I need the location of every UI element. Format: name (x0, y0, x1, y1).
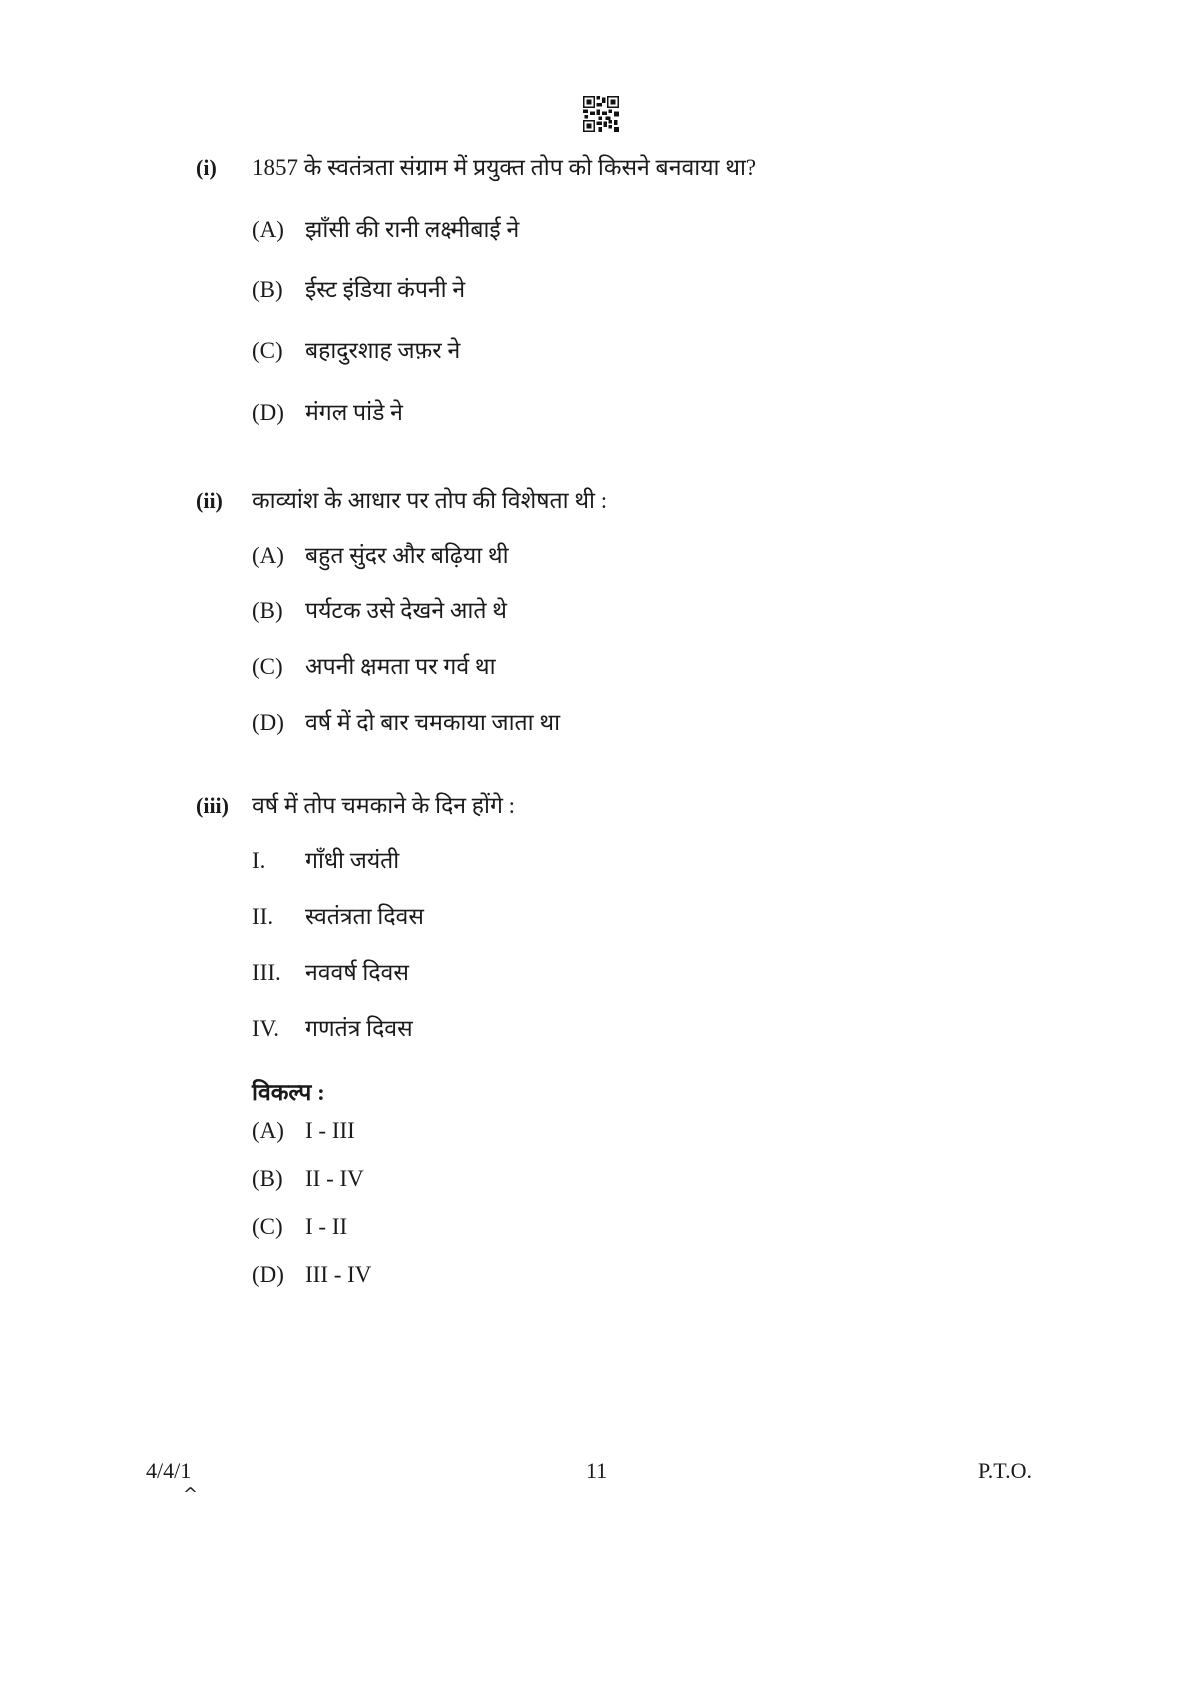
option-label: (B) (252, 277, 283, 302)
statement-label: I. (252, 848, 266, 873)
option-text: बहुत सुंदर और बढ़िया थी (305, 543, 509, 568)
question-2-option-b (252, 593, 507, 625)
statement-3 (252, 955, 409, 987)
option-label: (B) (252, 1166, 283, 1191)
option-text: II - IV (305, 1166, 364, 1191)
option-text: वर्ष में दो बार चमकाया जाता था (305, 710, 561, 735)
option-text: अपनी क्षमता पर गर्व था (305, 654, 496, 679)
option-text: ईस्ट इंडिया कंपनी ने (305, 277, 466, 302)
option-label: (D) (252, 1262, 284, 1287)
question-3-option-c (252, 1214, 347, 1240)
option-label: (A) (252, 543, 284, 568)
option-label: (D) (252, 710, 284, 735)
question-1 (196, 150, 756, 182)
statement-2 (252, 899, 424, 931)
option-text: III - IV (305, 1262, 372, 1287)
question-text: वर्ष में तोप चमकाने के दिन होंगे : (252, 793, 516, 818)
option-label: (C) (252, 1214, 283, 1239)
option-label: (A) (252, 217, 284, 242)
question-1-option-c (252, 333, 460, 365)
option-label: (C) (252, 338, 283, 363)
question-3-option-d (252, 1262, 371, 1288)
choices-heading: विकल्प : (252, 1080, 325, 1105)
qr-code-icon (583, 96, 619, 132)
option-text: I - III (305, 1118, 355, 1143)
question-1-option-b (252, 272, 465, 304)
statement-label: IV. (252, 1016, 280, 1041)
caret-mark: ^ (183, 1484, 199, 1505)
option-label: (D) (252, 400, 284, 425)
page-number: 11 (586, 1458, 608, 1483)
option-label: (B) (252, 598, 283, 623)
question-number: (i) (196, 155, 217, 180)
question-number: (iii) (196, 793, 229, 818)
question-2 (196, 483, 607, 515)
statement-text: गणतंत्र दिवस (305, 1016, 413, 1041)
statement-label: III. (252, 960, 281, 985)
statement-1 (252, 843, 399, 875)
question-3 (196, 788, 515, 820)
paper-code: 4/4/1 (146, 1458, 192, 1483)
question-2-option-d (252, 705, 560, 737)
question-3-option-a (252, 1118, 355, 1144)
statement-text: स्वतंत्रता दिवस (305, 904, 424, 929)
question-text: 1857 के स्वतंत्रता संग्राम में प्रयुक्त तोप को किसने बनवाया था? (252, 155, 757, 180)
statement-text: गाँधी जयंती (305, 848, 400, 873)
statement-4 (252, 1011, 413, 1043)
question-text: काव्यांश के आधार पर तोप की विशेषता थी : (252, 488, 608, 513)
question-3-option-b (252, 1166, 364, 1192)
question-1-option-d (252, 395, 403, 427)
option-label: (C) (252, 654, 283, 679)
statement-text: नववर्ष दिवस (305, 960, 409, 985)
option-text: झाँसी की रानी लक्ष्मीबाई ने (305, 217, 520, 242)
statement-label: II. (252, 904, 274, 929)
question-2-option-c (252, 649, 496, 681)
option-label: (A) (252, 1118, 284, 1143)
question-2-option-a (252, 538, 509, 570)
option-text: मंगल पांडे ने (305, 400, 403, 425)
option-text: बहादुरशाह जफ़र ने (305, 338, 461, 363)
question-number: (ii) (196, 488, 223, 513)
option-text: I - II (305, 1214, 348, 1239)
pto-label: P.T.O. (978, 1458, 1032, 1483)
option-text: पर्यटक उसे देखने आते थे (305, 598, 507, 623)
question-1-option-a (252, 212, 519, 244)
